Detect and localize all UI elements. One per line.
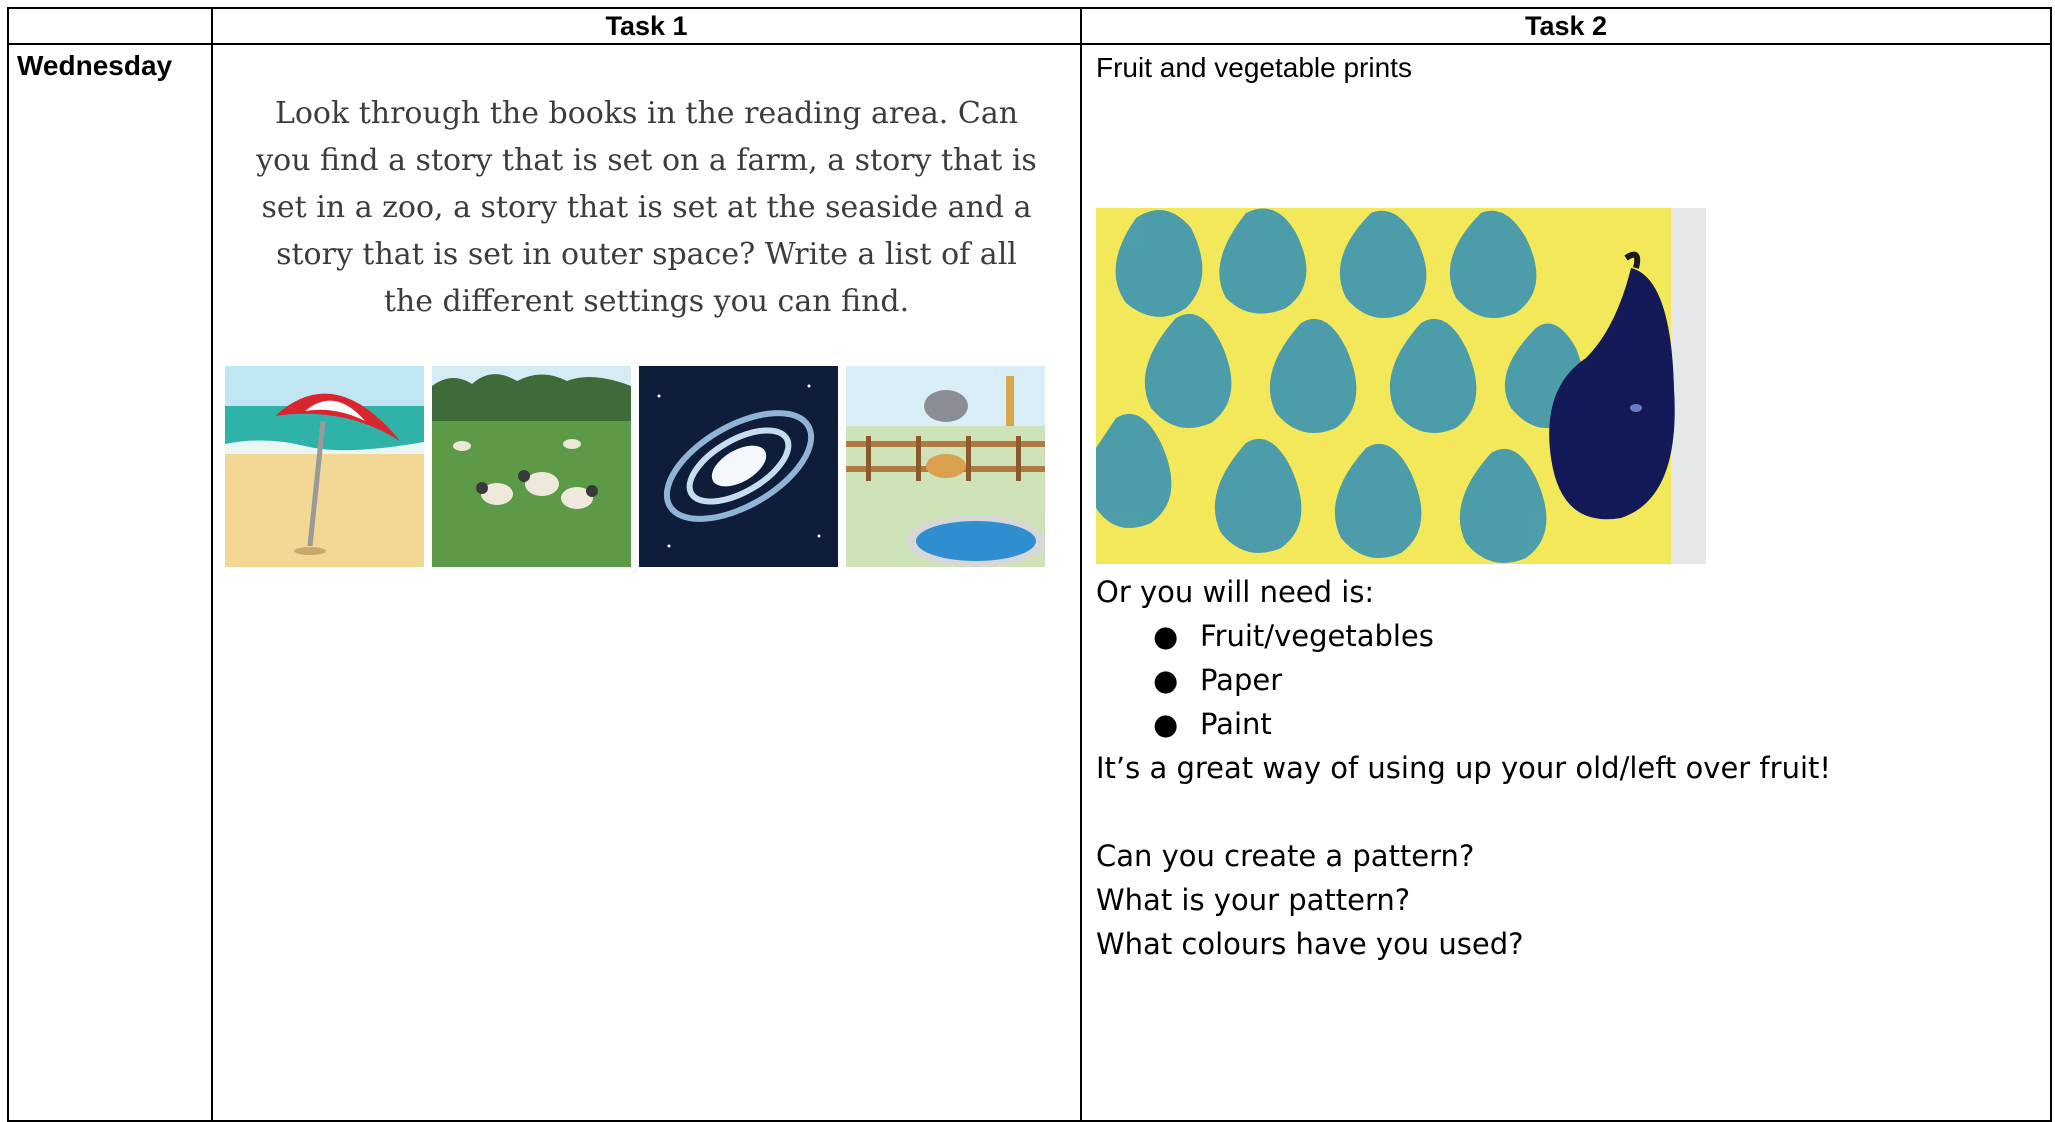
materials-label: Or you will need is: [1096,575,1375,609]
settings-image-strip [225,366,1047,567]
schedule-table [7,7,2052,1122]
header-task1: Task 1 [212,8,1081,44]
seaside-image [225,366,424,567]
day-label: Wednesday [8,44,212,1121]
zoo-image [846,366,1045,567]
farm-image [432,366,631,567]
header-row [8,8,2051,44]
bullet-icon: ● [1153,619,1179,653]
outer-space-image [639,366,838,567]
task2-body [1096,570,1831,966]
list-item: ● Fruit/vegetables [1200,614,1831,658]
question-2: What is your pattern? [1096,883,1411,917]
wednesday-row [8,44,2051,1121]
header-task2: Task 2 [1081,8,2051,44]
question-1: Can you create a pattern? [1096,839,1475,873]
task2-title: Fruit and vegetable prints [1096,52,1412,83]
task1-instructions: Look through the books in the reading area. Can you find a story that is set on a farm, a story that is set in a zoo, a story that is set at the seaside and a story that is set in outer space? Write a list of all the different settings you can find. [256,96,1037,319]
list-item: ● Paper [1200,658,1831,702]
list-item: ● Paint [1200,702,1831,746]
materials-list [1096,614,1831,746]
bullet-icon: ● [1153,707,1179,741]
task2-cell [1081,44,2051,1121]
task1-cell [212,44,1081,1121]
pear-prints-image [1096,208,1706,564]
question-3: What colours have you used? [1096,927,1524,961]
task2-note: It’s a great way of using up your old/left over fruit! [1096,751,1831,785]
header-day-cell [8,8,212,44]
bullet-icon: ● [1153,663,1179,697]
